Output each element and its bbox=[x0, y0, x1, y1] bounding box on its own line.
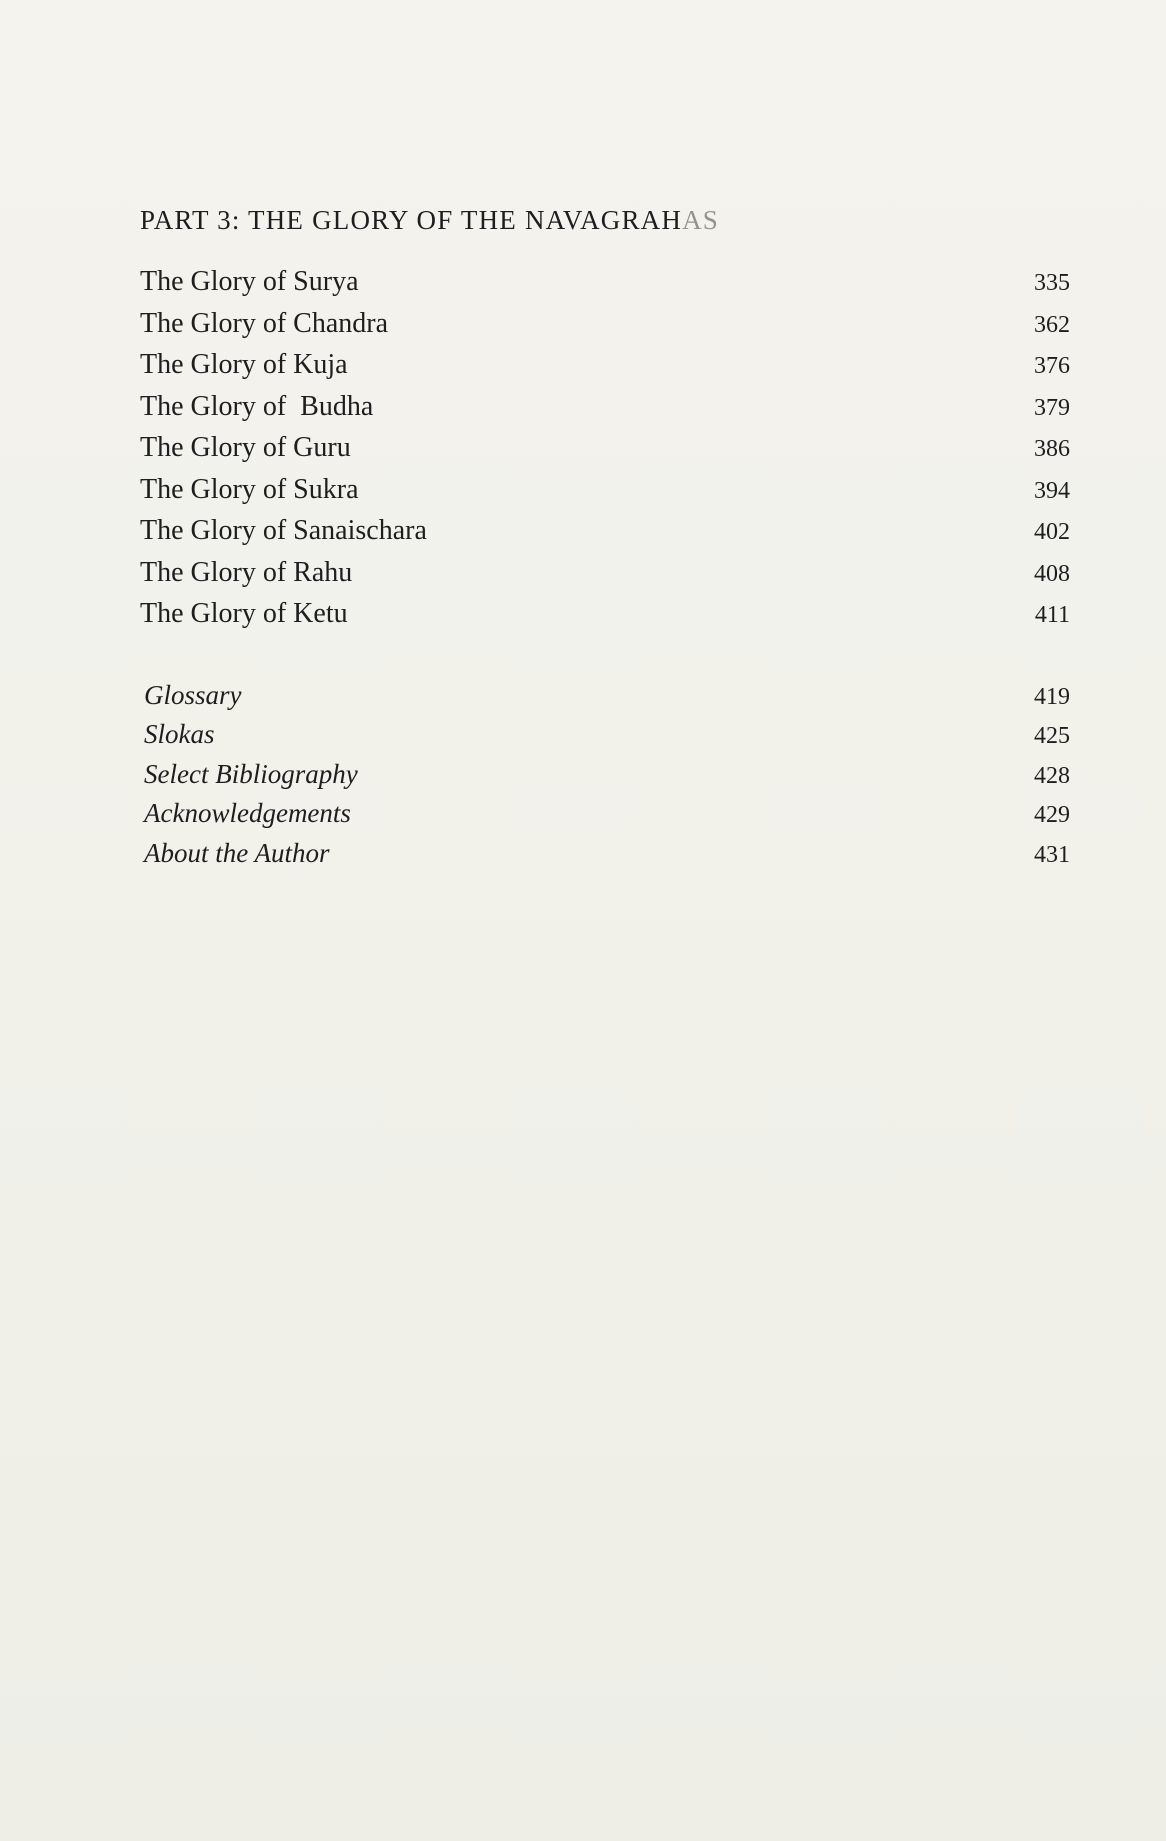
entry-page-number: 362 bbox=[1034, 311, 1070, 338]
entry-page-number: 429 bbox=[1034, 802, 1070, 828]
entry-title: Acknowledgements bbox=[144, 798, 351, 828]
entry-page-number: 379 bbox=[1034, 394, 1070, 421]
entry-page-number: 431 bbox=[1034, 841, 1070, 868]
entry-title: The Glory of Budha bbox=[140, 390, 374, 422]
backmatter-entry bbox=[144, 719, 1070, 759]
toc-entry bbox=[140, 515, 1070, 557]
entry-page-number: 402 bbox=[1034, 519, 1070, 545]
toc-entry bbox=[140, 349, 1070, 391]
part-heading-text: PART 3: THE GLORY OF THE NAVAGRAH bbox=[140, 205, 683, 235]
entry-page-number: 386 bbox=[1034, 436, 1070, 462]
entry-page-number: 394 bbox=[1034, 477, 1070, 504]
toc-entry bbox=[140, 474, 1070, 516]
entry-title: The Glory of Sukra bbox=[140, 473, 359, 505]
backmatter-entry bbox=[144, 798, 1070, 838]
toc-entry bbox=[140, 432, 1070, 474]
entry-title: The Glory of Kuja bbox=[140, 349, 348, 380]
toc-entry bbox=[140, 308, 1070, 350]
entry-page-number: 419 bbox=[1034, 683, 1070, 710]
entry-title: About the Author bbox=[144, 837, 330, 868]
entry-title: The Glory of Rahu bbox=[140, 556, 353, 588]
entry-title: Select Bibliography bbox=[144, 758, 358, 789]
toc-entry bbox=[140, 391, 1070, 433]
toc-entry bbox=[140, 557, 1070, 599]
entry-page-number: 425 bbox=[1034, 723, 1070, 749]
backmatter-entry bbox=[144, 759, 1070, 799]
toc-entry bbox=[140, 598, 1070, 640]
part-heading-faded-text: AS bbox=[682, 205, 720, 235]
entry-title: The Glory of Surya bbox=[140, 266, 359, 297]
entry-title: The Glory of Sanaischara bbox=[140, 515, 427, 546]
entry-title: The Glory of Chandra bbox=[140, 307, 389, 339]
chapter-list bbox=[140, 266, 1070, 640]
table-of-contents bbox=[140, 205, 1070, 877]
backmatter-entry bbox=[144, 680, 1070, 720]
entry-page-number: 411 bbox=[1034, 602, 1070, 628]
toc-entry bbox=[140, 266, 1070, 308]
backmatter-entry bbox=[144, 838, 1070, 878]
entry-title: Glossary bbox=[144, 679, 242, 710]
entry-title: Slokas bbox=[144, 719, 215, 749]
entry-title: The Glory of Guru bbox=[140, 432, 351, 463]
backmatter-list bbox=[144, 680, 1070, 878]
part-heading bbox=[140, 205, 1070, 236]
entry-page-number: 428 bbox=[1034, 762, 1070, 789]
entry-page-number: 335 bbox=[1034, 270, 1070, 296]
entry-page-number: 376 bbox=[1034, 353, 1070, 379]
entry-title: The Glory of Ketu bbox=[140, 598, 348, 629]
entry-page-number: 408 bbox=[1034, 560, 1070, 587]
